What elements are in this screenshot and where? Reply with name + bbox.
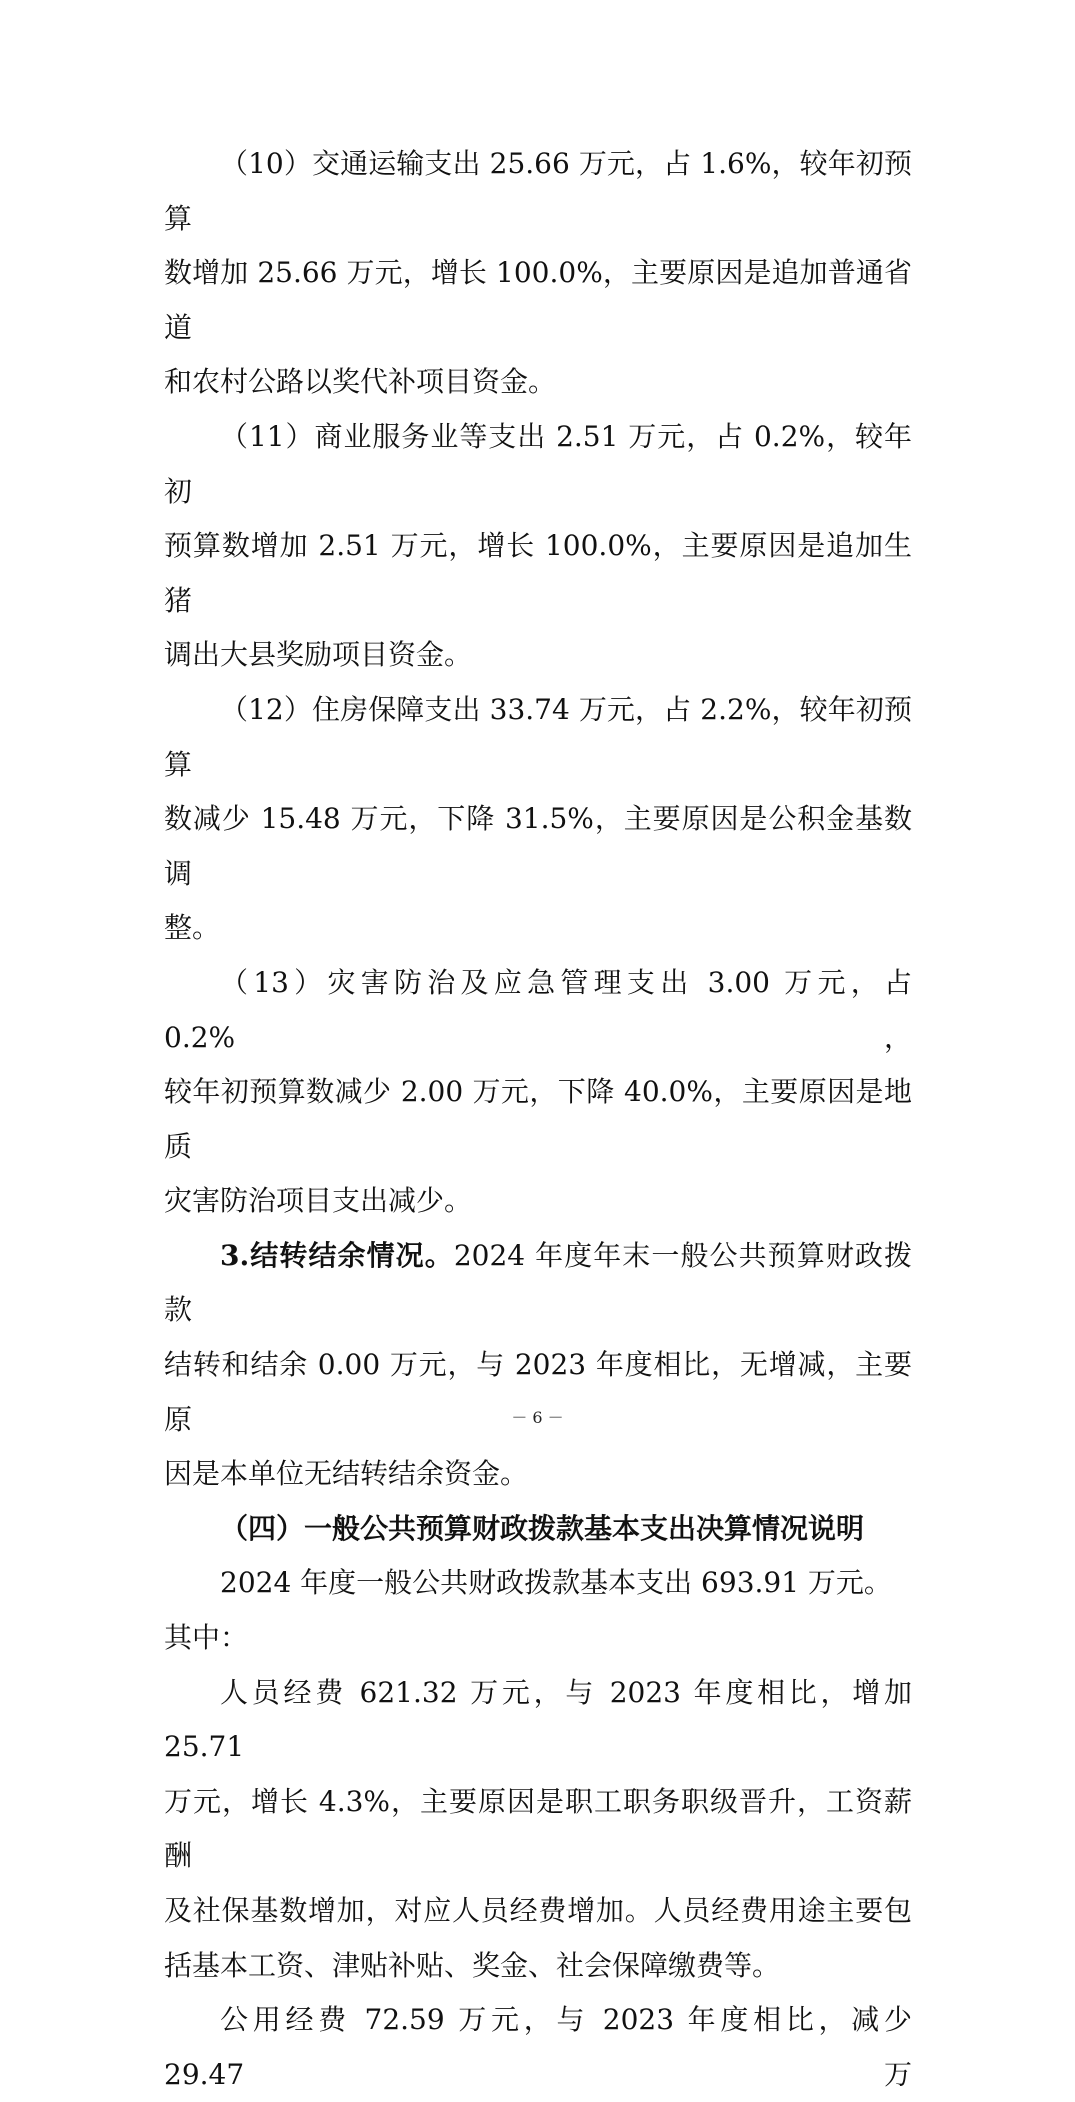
p12-line-3: 整。 bbox=[164, 911, 221, 945]
carryover-line-2: 结转和结余 0.00 万元，与 2023 年度相比，无增减，主要原 bbox=[164, 1348, 912, 1436]
basic-line-1: 2024 年度一般公共财政拨款基本支出 693.91 万元。 bbox=[220, 1566, 892, 1600]
carryover-line-3: 因是本单位无结转结余资金。 bbox=[164, 1457, 529, 1491]
body-text bbox=[164, 137, 912, 2102]
page-number: － 6 － bbox=[511, 1408, 564, 1427]
p10-line-2: 数增加 25.66 万元，增长 100.0%，主要原因是追加普通省道 bbox=[164, 256, 912, 344]
public-line-1: 公用经费 72.59 万元，与 2023 年度相比，减少 29.47 万 bbox=[164, 2003, 912, 2091]
personnel-line-1: 人员经费 621.32 万元，与 2023 年度相比，增加 25.71 bbox=[164, 1675, 912, 1764]
p13-line-2: 较年初预算数减少 2.00 万元，下降 40.0%，主要原因是地质 bbox=[164, 1075, 912, 1163]
p11-line-3: 调出大县奖励项目资金。 bbox=[164, 638, 473, 672]
p11-line-1: （11）商业服务业等支出 2.51 万元，占 0.2%，较年初 bbox=[164, 419, 912, 508]
p13-line-1: （13）灾害防治及应急管理支出 3.00 万元，占 0.2%， bbox=[164, 965, 912, 1054]
personnel-line-3: 及社保基数增加，对应人员经费增加。人员经费用途主要包 bbox=[164, 1894, 912, 1927]
basic-line-2: 其中： bbox=[164, 1621, 249, 1655]
p10-line-1: （10）交通运输支出 25.66 万元，占 1.6%，较年初预算 bbox=[164, 147, 912, 235]
carryover-rest: 2024 年度年末一般公共预算财政拨款 bbox=[164, 1238, 912, 1327]
p11-line-2: 预算数增加 2.51 万元，增长 100.0%，主要原因是追加生猪 bbox=[164, 529, 912, 617]
personnel-line-4: 括基本工资、津贴补贴、奖金、社会保障缴费等。 bbox=[164, 1948, 781, 1982]
section-heading-4: （四）一般公共预算财政拨款基本支出决算情况说明 bbox=[220, 1511, 865, 1545]
carryover-lead: 3.结转结余情况。 bbox=[220, 1238, 454, 1272]
carryover-line-1 bbox=[164, 1229, 912, 1338]
p12-line-2: 数减少 15.48 万元，下降 31.5%，主要原因是公积金基数调 bbox=[164, 802, 912, 890]
p13-line-3: 灾害防治项目支出减少。 bbox=[164, 1184, 473, 1218]
p10-line-3: 和农村公路以奖代补项目资金。 bbox=[164, 365, 557, 399]
p12-line-1: （12）住房保障支出 33.74 万元，占 2.2%，较年初预算 bbox=[164, 692, 912, 781]
personnel-line-2: 万元，增长 4.3%，主要原因是职工职务职级晋升，工资薪酬 bbox=[164, 1784, 912, 1873]
